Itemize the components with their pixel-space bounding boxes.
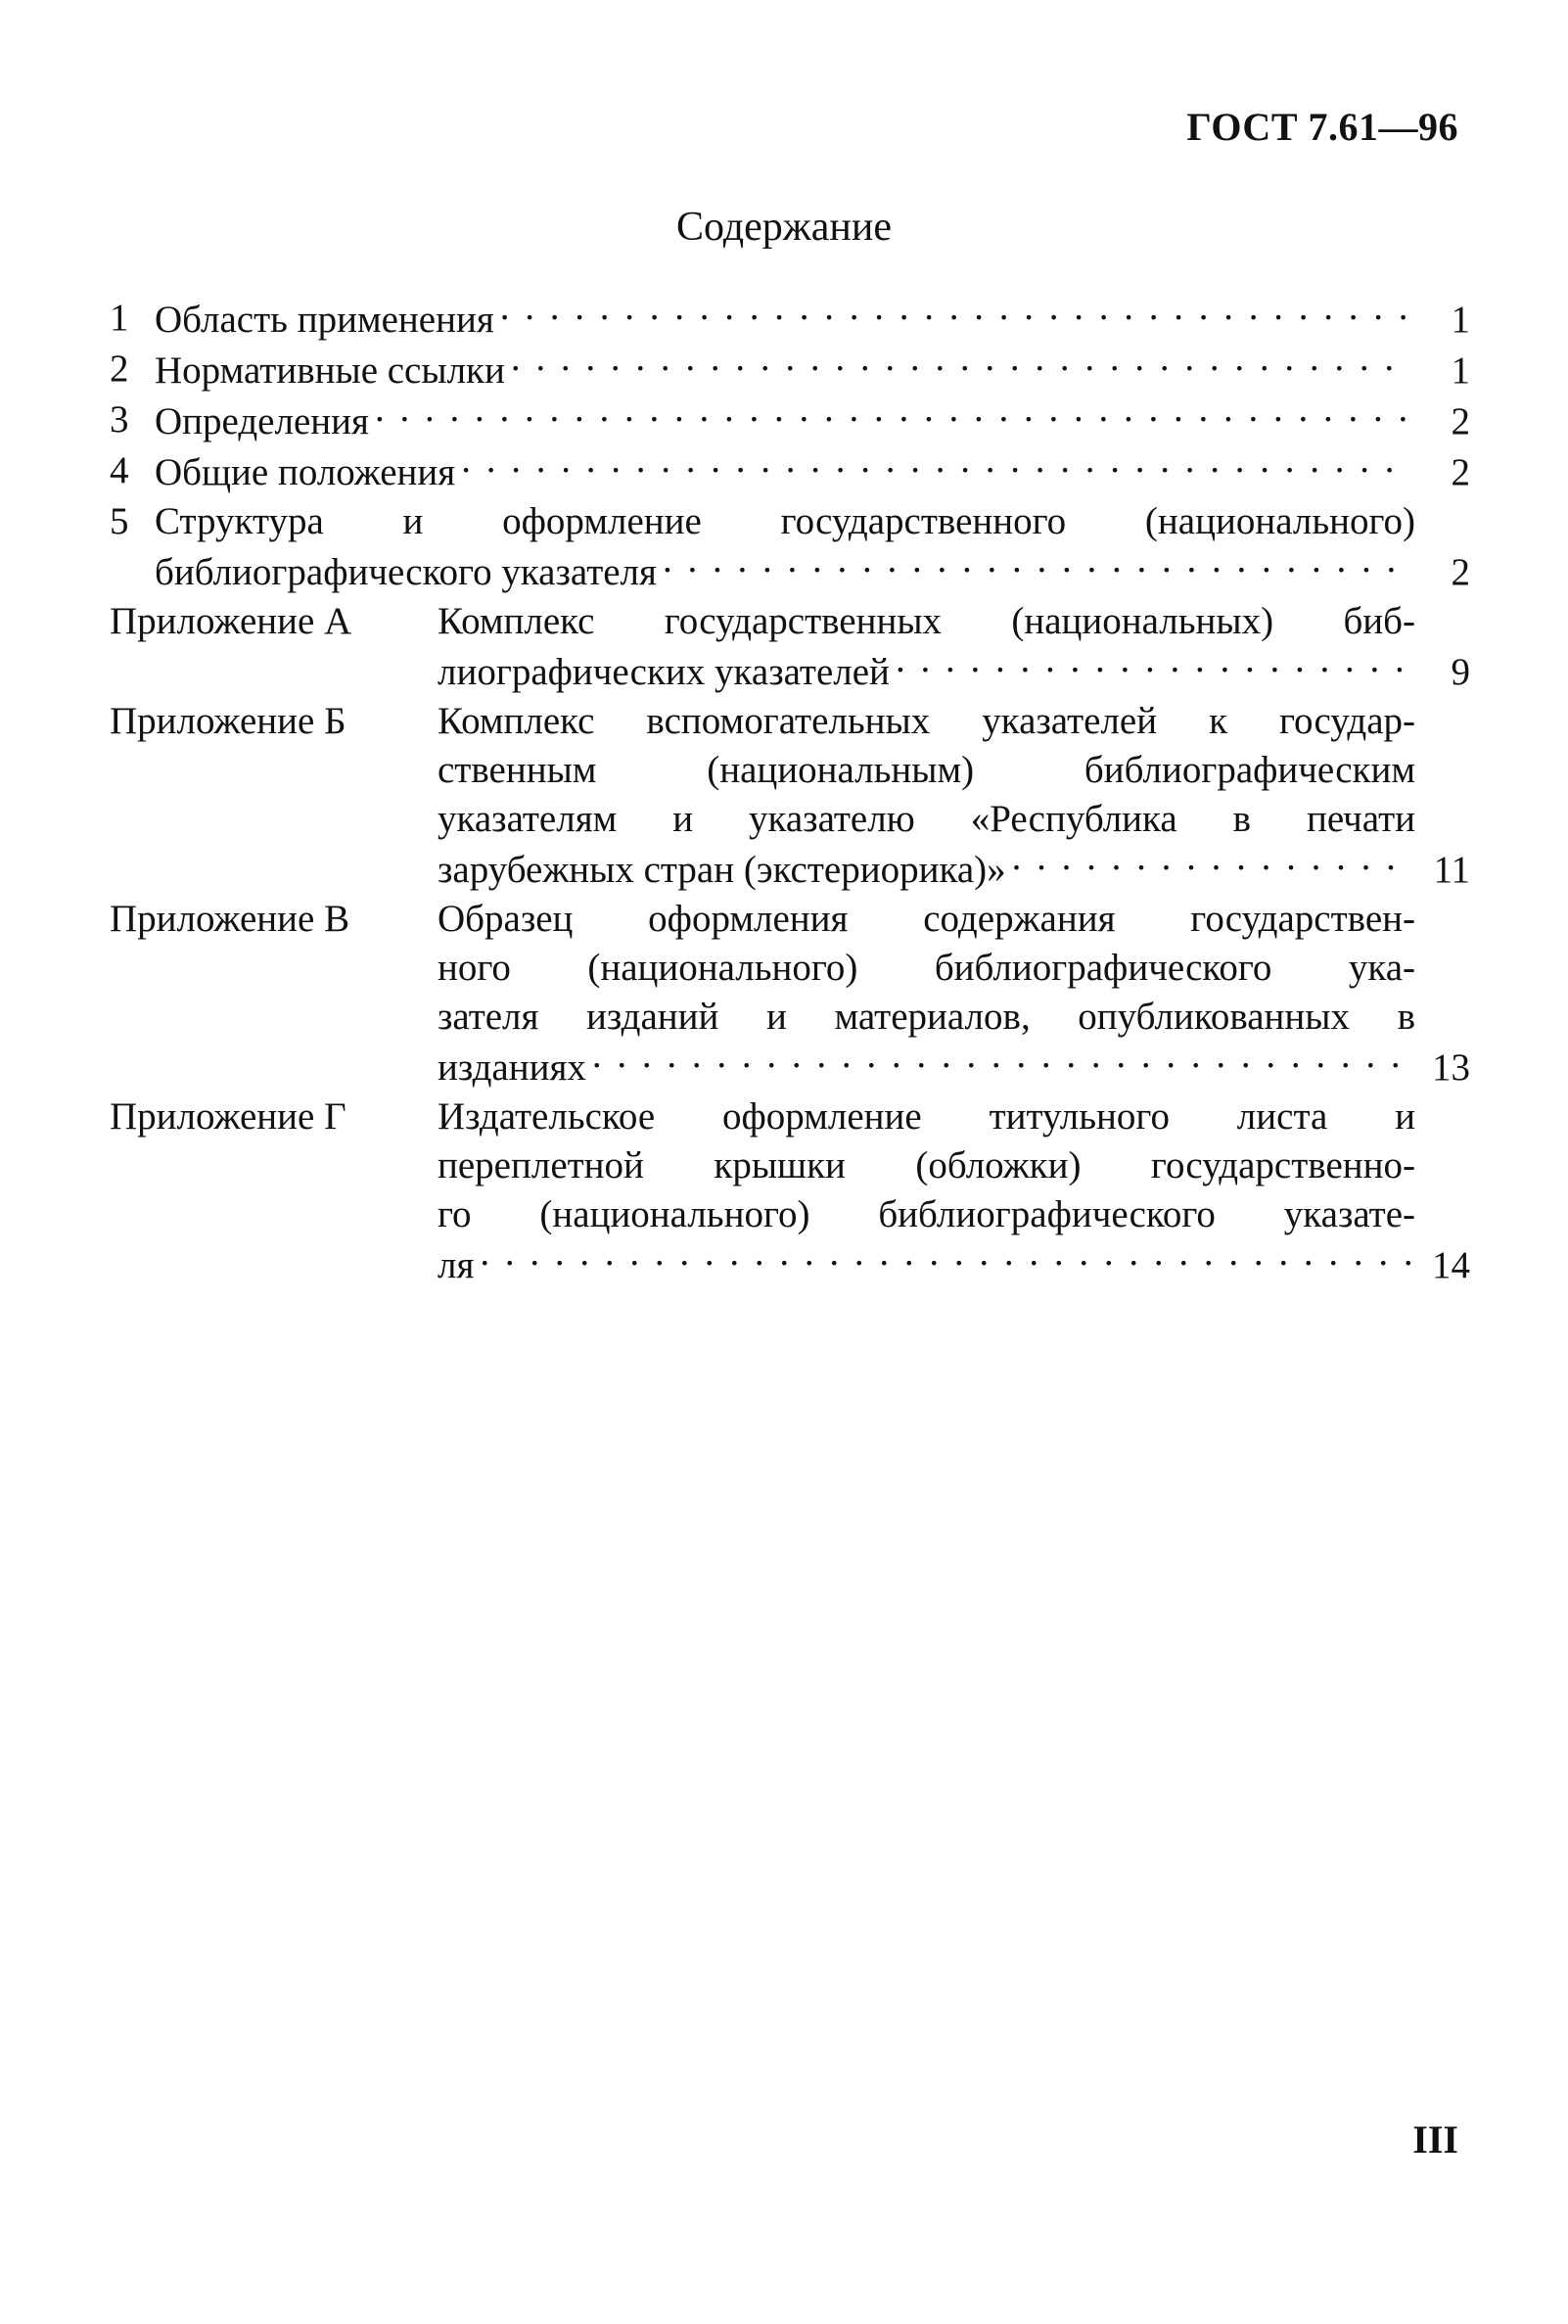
dot-leader [592,1042,1411,1080]
appendix-title-cont: ля [438,1244,475,1286]
appendix-title-cont: ного (национального) библиографического ука- [438,947,1415,989]
dot-leader [480,1239,1411,1278]
appendix-label: Приложение Б [110,700,346,742]
toc-entry[interactable] [110,345,1470,395]
toc-entry[interactable] [110,294,1470,345]
dot-leader [896,646,1411,684]
toc-entry[interactable] [110,497,1470,597]
dot-leader [500,294,1411,332]
toc-heading: Содержание [675,205,893,250]
toc-entry-number: 3 [110,398,129,441]
appendix-label: Приложение А [110,600,352,642]
toc-entry-title: Определения [155,400,369,442]
toc-entry-number: 1 [110,297,129,339]
appendix-label: Приложение Г [110,1095,346,1138]
appendix-title: Образец оформления содержания государствен- [438,898,1415,940]
toc-appendix-entry[interactable] [110,697,1470,895]
toc-appendix-entry[interactable] [110,1092,1470,1290]
document-code: ГОСТ 7.61—96 [1186,105,1458,149]
toc-entry-page: 2 [1451,451,1470,493]
appendix-title-cont: переплетной крышки (обложки) государственно- [438,1144,1415,1186]
appendix-title-cont: указателям и указателю «Республика в печати [438,798,1415,840]
appendix-title: Издательское оформление титульного листа и [438,1095,1415,1138]
toc-entry-title: Нормативные ссылки [155,349,505,392]
dot-leader [663,546,1411,584]
toc-appendix-entry[interactable] [110,597,1470,697]
appendix-title-cont: лиографических указателей [438,651,890,693]
toc-entry-title: Структура и оформление государственного (национального) [155,500,1415,542]
dot-leader [375,395,1411,434]
appendix-title-cont: зателя изданий и материалов, опубликованных в [438,996,1415,1038]
toc-entry-number: 4 [110,449,129,491]
toc-entry-page: 2 [1451,551,1470,593]
toc-entry-title: Область применения [155,299,494,341]
toc-entry-page: 9 [1451,651,1470,693]
toc-entry-page: 11 [1433,849,1470,891]
dot-leader [461,446,1411,485]
toc-entry-page: 1 [1451,349,1470,392]
toc-entry-title-cont: библиографического указателя [155,551,657,593]
dot-leader [511,345,1411,383]
dot-leader [1012,844,1411,882]
toc-entry-number: 2 [110,348,129,390]
toc-entry-page: 2 [1451,400,1470,442]
toc-entry-number: 5 [110,500,129,542]
page-number: III [1412,2117,1458,2161]
toc-entry-title: Общие положения [155,451,456,493]
appendix-title-cont: зарубежных стран (экстериорика)» [438,849,1006,891]
appendix-title: Комплекс вспомогательных указателей к государ- [438,700,1415,742]
toc-entry[interactable] [110,395,1470,446]
toc-appendix-entry[interactable] [110,895,1470,1092]
table-of-contents [110,294,1470,1290]
appendix-title-cont: го (национального) библиографического указате- [438,1193,1415,1235]
toc-entry-page: 14 [1432,1244,1470,1286]
appendix-label: Приложение В [110,898,350,940]
appendix-title: Комплекс государственных (национальных) биб- [438,600,1415,642]
appendix-title-cont: изданиях [438,1046,586,1089]
toc-entry-page: 1 [1451,299,1470,341]
toc-entry-page: 13 [1432,1046,1470,1089]
toc-entry[interactable] [110,446,1470,497]
appendix-title-cont: ственным (национальным) библиографическим [438,749,1415,791]
